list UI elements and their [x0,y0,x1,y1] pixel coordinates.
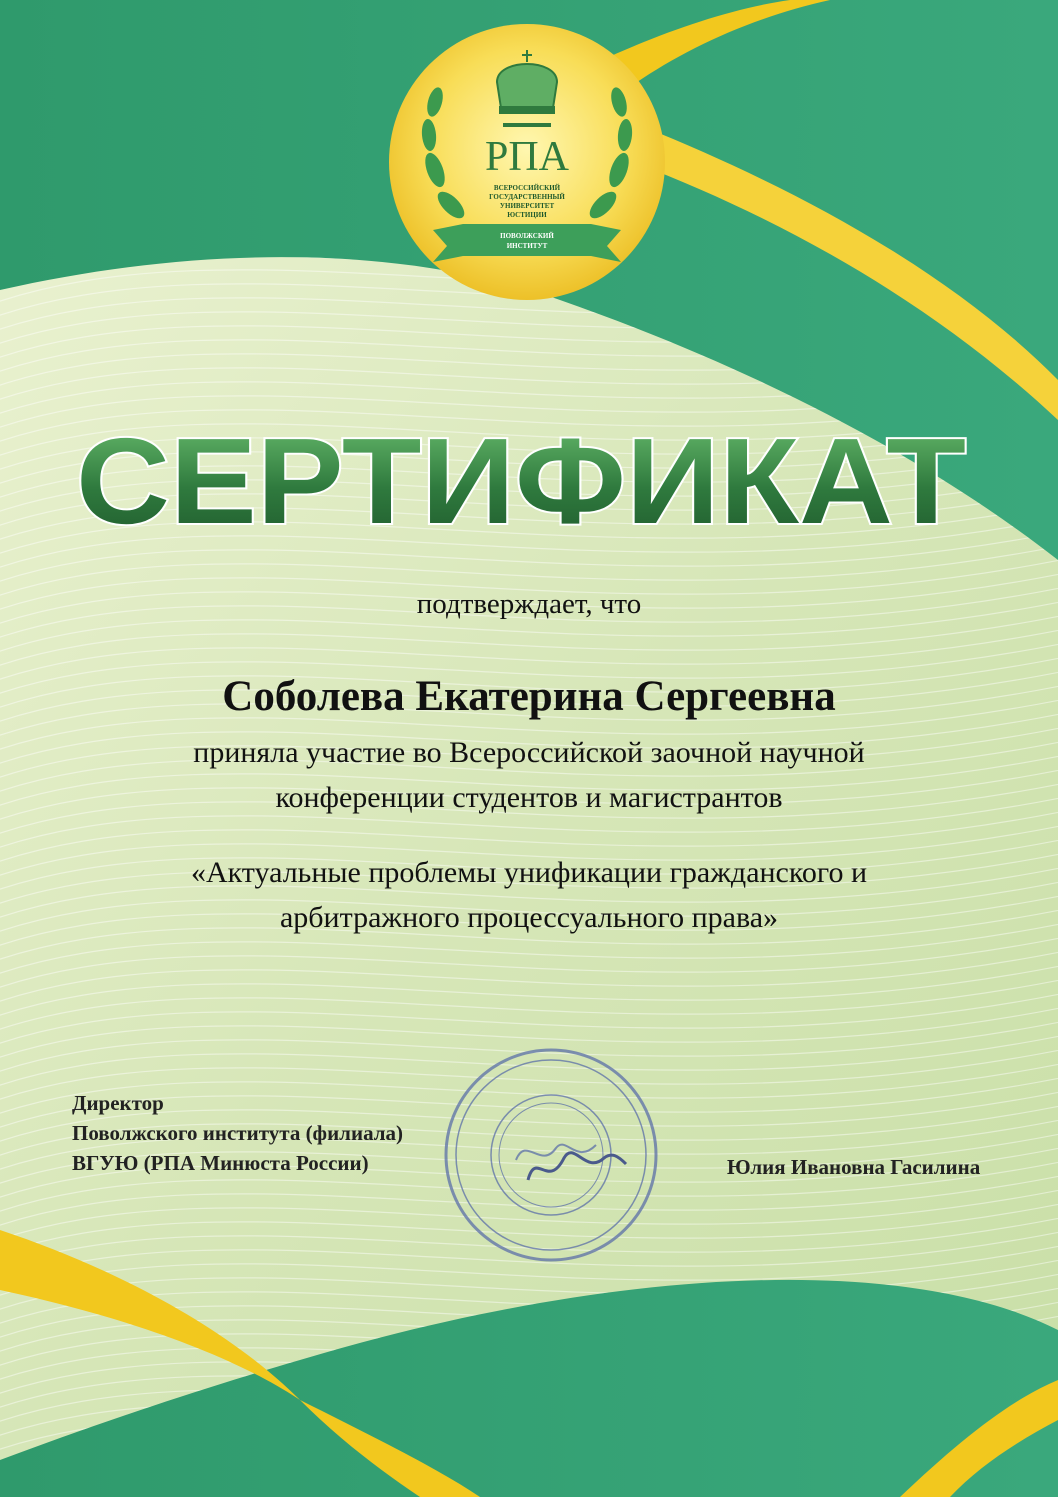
logo-ribbon-line: ПОВОЛЖСКИЙ [500,232,554,240]
logo-ribbon-line: ИНСТИТУТ [506,242,548,250]
position-line: ВГУЮ (РПА Минюста России) [72,1151,369,1175]
logo-crest-text: РПА [484,134,570,180]
title-text: СЕРТИФИКАТ [76,413,966,545]
logo-university-line: ГОСУДАРСТВЕННЫЙ [489,193,565,201]
institute-logo [385,20,670,305]
certificate-title [0,405,1058,545]
logo-university-line: ЮСТИЦИИ [507,211,547,219]
position-line: Поволжского института (филиала) [72,1121,404,1145]
signatory-name: Юлия Ивановна Гасилина [727,1155,981,1179]
position-line: Директор [72,1091,164,1115]
confirms-text: подтверждает, что [416,588,642,620]
logo-university-line: УНИВЕРСИТЕТ [499,202,555,210]
conference-topic [0,850,1058,940]
logo-university-line: ВСЕРОССИЙСКИЙ [493,184,561,192]
participation-line: приняла участие во Всероссийской заочной научной [193,736,865,769]
participation-line: конференции студентов и магистрантов [275,781,783,814]
topic-line: арбитражного процессуального права» [279,901,779,934]
recipient-name: Соболева Екатерина Сергеевна [222,673,836,720]
topic-line: «Актуальные проблемы унификации гражданского и [190,856,868,889]
participation-text [0,730,1058,820]
signatory-position [72,1088,403,1178]
official-stamp [436,1040,666,1270]
